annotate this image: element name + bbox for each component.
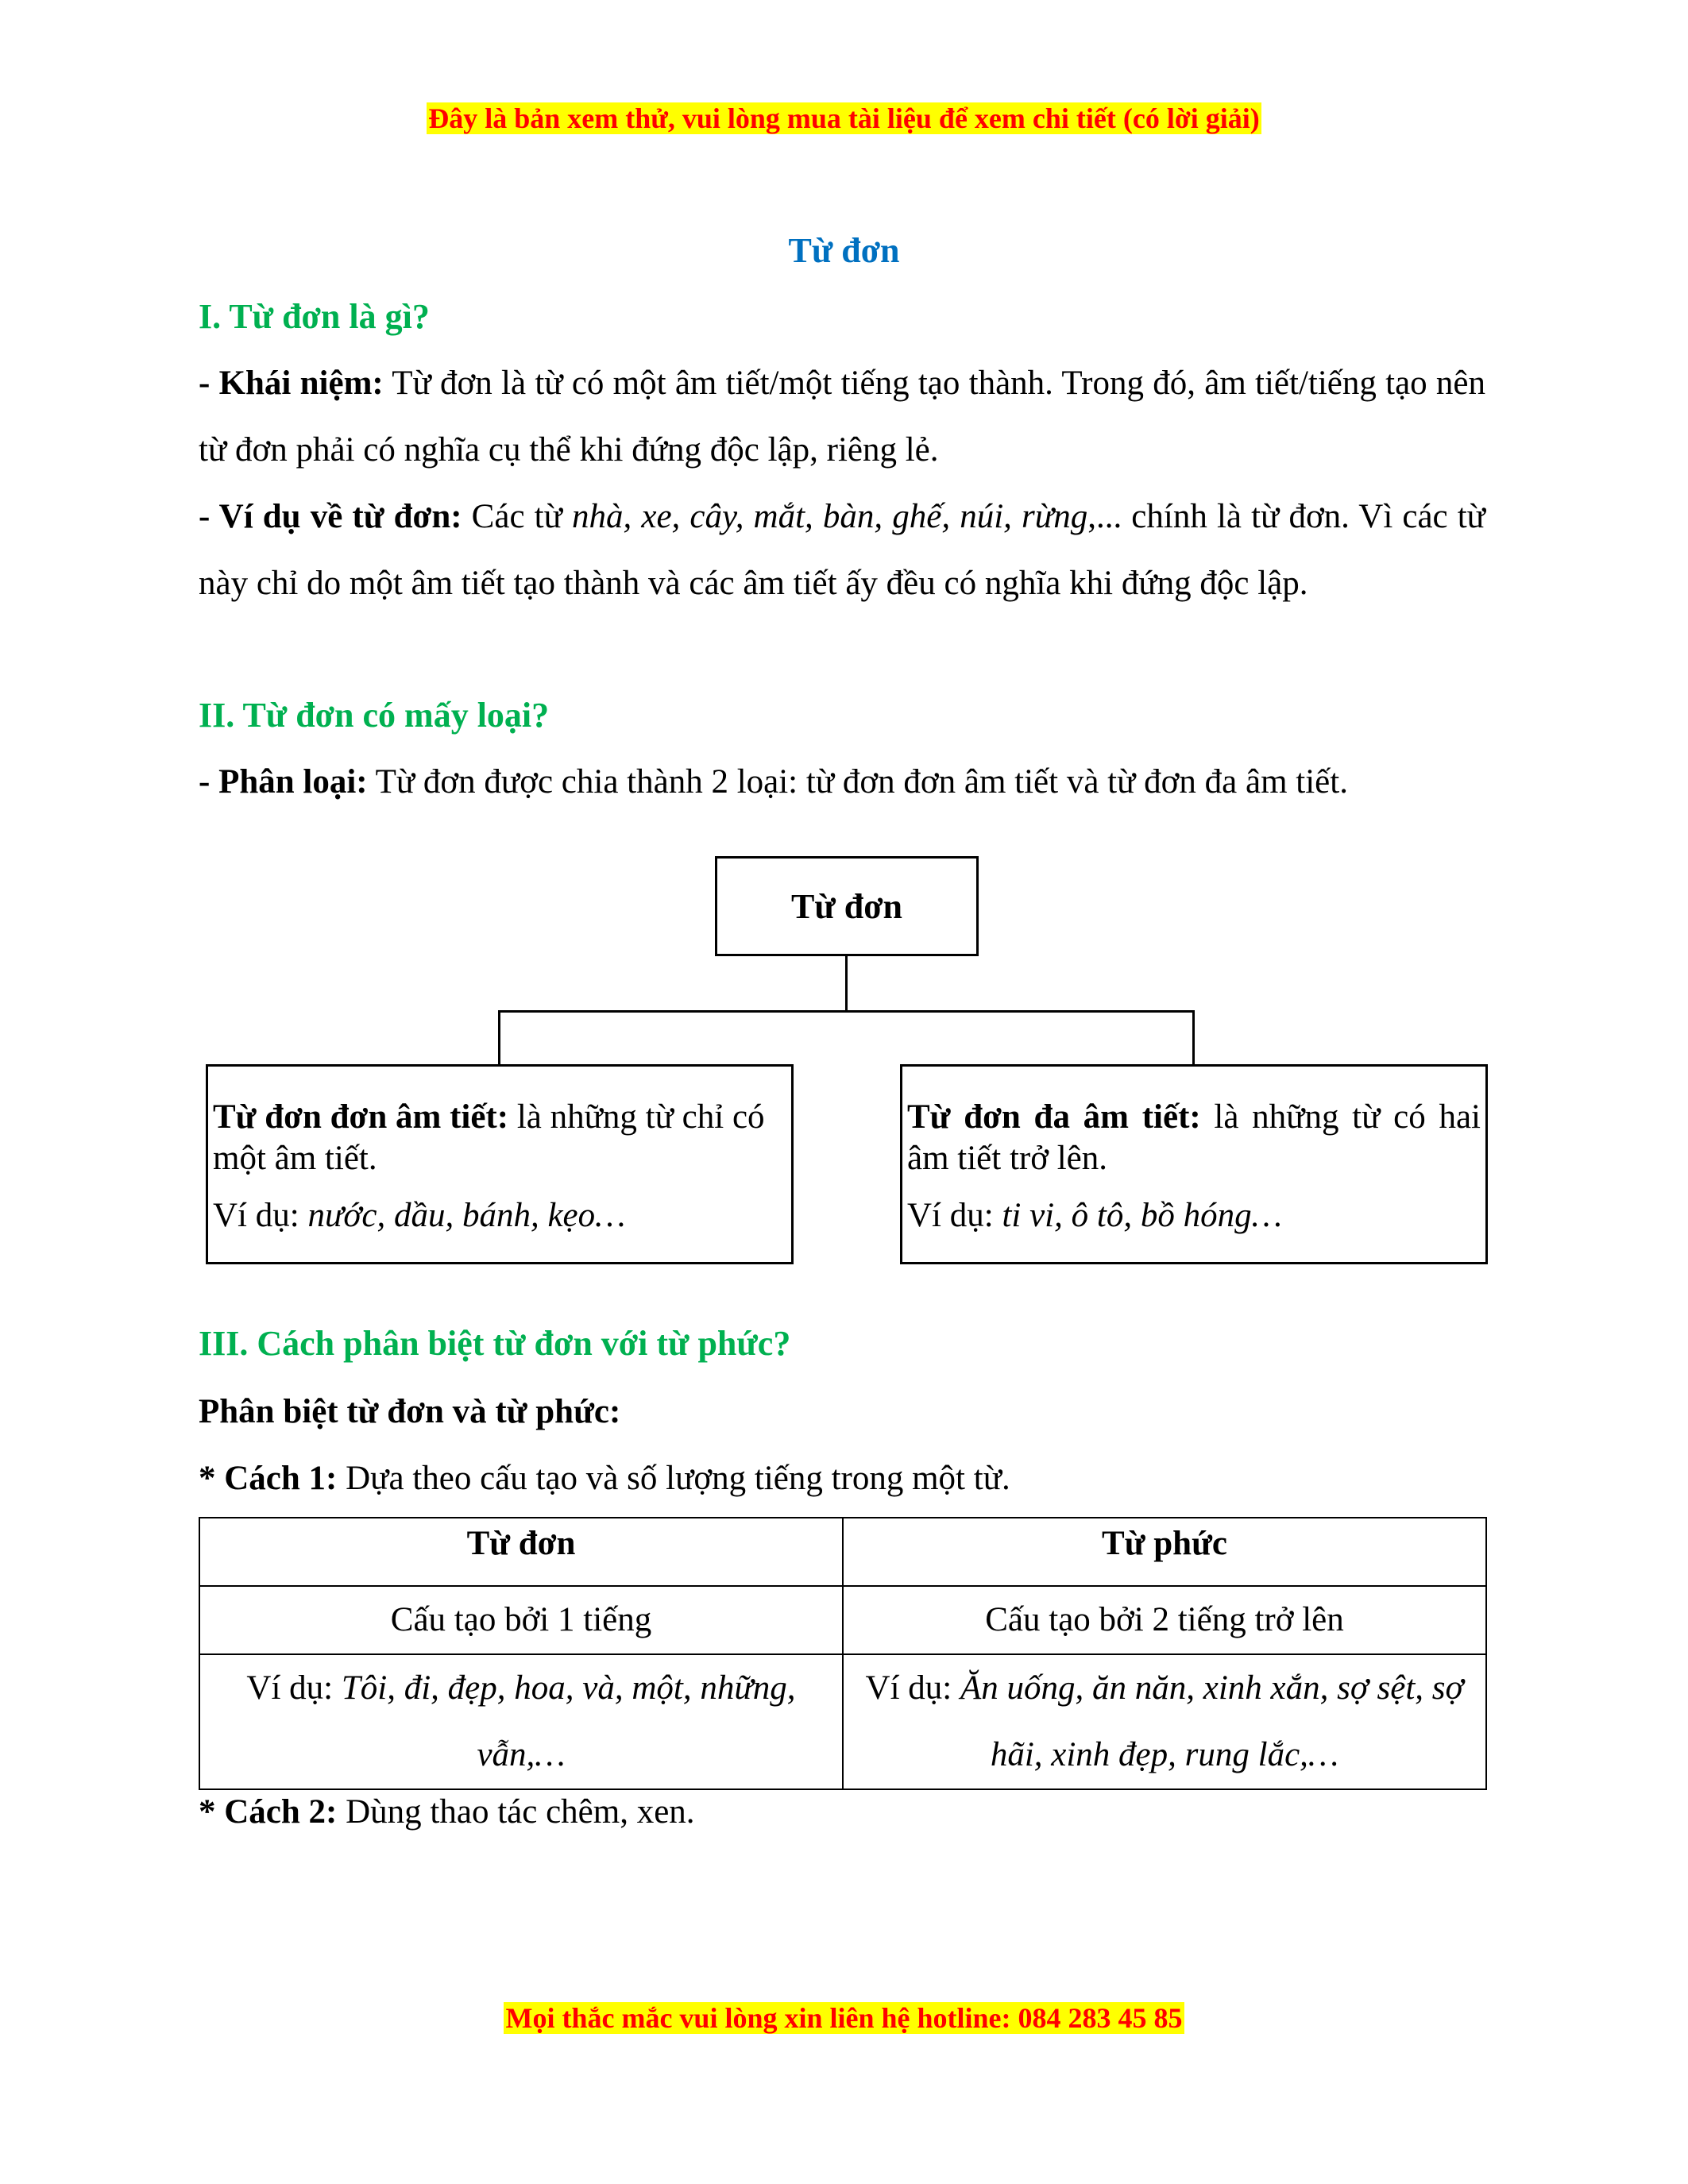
diagram-connector-vertical	[845, 956, 848, 1012]
diagram-connector-right	[1192, 1010, 1195, 1064]
section-2-heading: II. Từ đơn có mấy loại?	[199, 696, 550, 735]
classification-label: - Phân loại:	[199, 763, 368, 801]
hotline-banner-text: Mọi thắc mắc vui lòng xin liên hệ hotline: 084 283 45 85	[505, 2002, 1183, 2034]
table-cell-examples: Ăn uống, ăn năn, xinh xắn, sợ sệt, sợ hãi, xinh đẹp, rung lắc,…	[960, 1669, 1464, 1773]
example-prefix: Các từ	[462, 498, 573, 535]
comparison-table	[199, 1517, 1487, 1790]
hotline-banner	[0, 2001, 1688, 2035]
method-1-label: * Cách 1:	[199, 1460, 338, 1497]
diagram-left-example-label: Ví dụ:	[213, 1197, 308, 1234]
preview-banner-text: Đây là bản xem thử, vui lòng mua tài liệu để xem chi tiết (có lời giải)	[428, 102, 1260, 134]
example-suffix: ,... chính là từ đơn. Vì các từ này chỉ do một âm tiết tạo thành và các âm tiết ấy đều có nghĩa khi đứng độc lập.	[199, 498, 1485, 602]
example-label: - Ví dụ về từ đơn:	[199, 498, 462, 535]
diagram-right-box	[900, 1064, 1488, 1264]
table-cell-examples: Tôi, đi, đẹp, hoa, và, một, những, vẫn,…	[341, 1669, 796, 1773]
diagram-right-example-words: ti vi, ô tô, bồ hóng…	[1002, 1197, 1282, 1234]
distinguish-subheading	[199, 1379, 1485, 1445]
diagram-left-text: là những từ chỉ có một âm tiết.	[213, 1098, 765, 1177]
method-2-paragraph	[199, 1779, 1485, 1846]
method-1-paragraph	[199, 1445, 1485, 1512]
method-2-text: Dùng thao tác chêm, xen.	[337, 1793, 695, 1831]
method-1-text: Dựa theo cấu tạo và số lượng tiếng trong một từ.	[337, 1460, 1010, 1497]
concept-label: - Khái niệm:	[199, 365, 384, 402]
diagram-right-label: Từ đơn đa âm tiết:	[907, 1098, 1201, 1136]
section-1-heading: I. Từ đơn là gì?	[199, 297, 430, 336]
diagram-left-definition	[213, 1097, 786, 1179]
classification-paragraph	[199, 749, 1485, 816]
concept-text: Từ đơn là từ có một âm tiết/một tiếng tạo thành. Trong đó, âm tiết/tiếng tạo nên từ đơn phải có nghĩa cụ thể khi đứng độc lập, riêng lẻ.	[199, 365, 1486, 469]
method-2-label: * Cách 2:	[199, 1793, 338, 1831]
document-title: Từ đơn	[788, 231, 900, 270]
table-header-cell: Từ phức	[843, 1518, 1486, 1586]
diagram-right-text: là những từ có hai âm tiết trở lên.	[907, 1098, 1481, 1177]
diagram-left-example	[213, 1195, 786, 1237]
table-header-cell: Từ đơn	[199, 1518, 843, 1586]
table-cell-prefix: Ví dụ:	[865, 1669, 960, 1707]
section-3-heading: III. Cách phân biệt từ đơn với từ phức?	[199, 1324, 791, 1363]
diagram-left-box	[206, 1064, 794, 1264]
table-cell: Cấu tạo bởi 2 tiếng trở lên	[843, 1586, 1486, 1654]
diagram-connector-horizontal	[498, 1010, 1195, 1013]
diagram-left-example-words: nước, dầu, bánh, kẹo…	[307, 1197, 626, 1234]
diagram-root-box	[715, 856, 979, 956]
concept-paragraph	[199, 350, 1485, 484]
diagram-right-example	[907, 1195, 1481, 1237]
diagram-connector-left	[498, 1010, 500, 1064]
table-header-row	[199, 1518, 1486, 1586]
table-cell	[199, 1654, 843, 1789]
classification-text: Từ đơn được chia thành 2 loại: từ đơn đơn âm tiết và từ đơn đa âm tiết.	[367, 763, 1348, 801]
diagram-root-label: Từ đơn	[790, 886, 903, 926]
example-words: nhà, xe, cây, mắt, bàn, ghế, núi, rừng	[572, 498, 1088, 535]
preview-banner	[0, 102, 1688, 135]
table-row	[199, 1654, 1486, 1789]
table-cell: Cấu tạo bởi 1 tiếng	[199, 1586, 843, 1654]
table-cell	[843, 1654, 1486, 1789]
table-row	[199, 1586, 1486, 1654]
table-cell-prefix: Ví dụ:	[246, 1669, 342, 1707]
diagram-right-example-label: Ví dụ:	[907, 1197, 1002, 1234]
distinguish-subheading-text: Phân biệt từ đơn và từ phức:	[199, 1393, 621, 1430]
example-paragraph	[199, 484, 1485, 617]
diagram-right-definition	[907, 1097, 1481, 1179]
diagram-left-label: Từ đơn đơn âm tiết:	[213, 1098, 509, 1136]
